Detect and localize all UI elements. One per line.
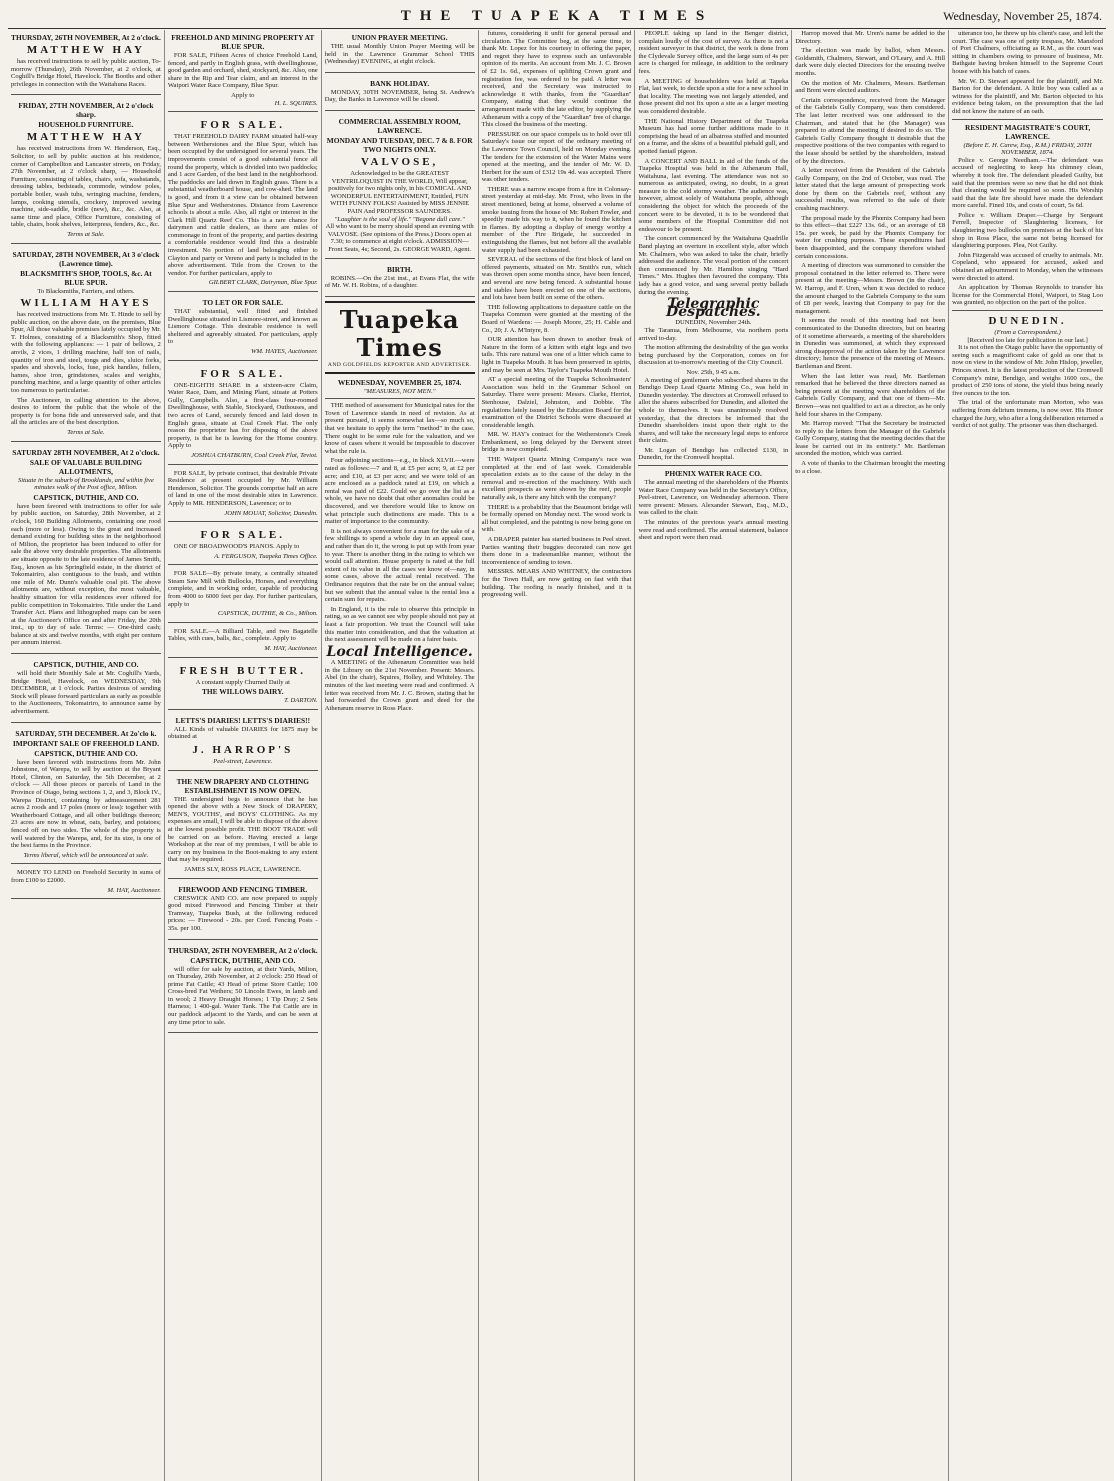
advert-heading: FOR SALE.: [200, 119, 286, 132]
advert-share: [168, 364, 318, 465]
advert-furniture: [11, 98, 161, 243]
advert-body: A constant supply Churned Daily at: [195, 678, 290, 686]
advert-address: Peel-street, Lawrence.: [213, 758, 273, 765]
advert-dairy-farm: [168, 115, 318, 292]
advert-piano: [168, 525, 318, 565]
leader-paragraph: It is not always convenient for a man for the sake of a few shillings to spend a whole day in an appeal case, and rather than do it, the wrong is put up with from year to year. There is another thing in the rating to which we would call attention. House property is rated at the full extent of its value in all the cases we know of—nay, in some cases, above the actual rental received. The Ordinance requires that the rate be on the annual value; but we submit that the annual value is the rental less a certain sum for repairs.: [324, 527, 475, 604]
news-paragraph: THERE is a probability that the Beaumont bridge will be formally opened on Monday next. The wood work is all but completed, and the painting is now being gone on with.: [481, 503, 632, 534]
advert-body: ONE OF BROADWOOD'S PIANOS. Apply to: [173, 543, 300, 551]
advert-heading: BANK HOLIDAY.: [370, 78, 430, 88]
advert-money: [11, 867, 161, 899]
advert-body: will hold their Monthly Sale at Mr. Coghill's Yards, Bridge Hotel, Havelock, on WEDNESDAY, 9th DECEMBER, at 1 o'clock. Parties desirous of sending Stock will please forward particulars as early as possible to the Auctioneers, Tokomairiro, to announce same by advertisement.: [11, 670, 161, 716]
advert-heading: TO LET OR FOR SALE.: [202, 298, 283, 308]
news-paragraph: The election was made by ballot, when Messrs. Goldsmith, Chalmers, Stewart, and O'Leary, and A. Hill dark were duly elected Directors for the ensuing twelve months.: [795, 47, 946, 77]
column-6: [792, 30, 949, 1481]
advert-heading: UNION PRAYER MEETING.: [351, 33, 448, 42]
advert-allotments: [11, 445, 161, 654]
paper-name: Tuapeka Times: [339, 304, 460, 362]
advert-heading: LETTS'S DIARIES! LETTS'S DIARIES!!: [175, 715, 311, 725]
news-paragraph: THE following applications to depasture cattle on the Tuapeka Common were granted at the meeting of the Board of Wardens: — Joseph Moore, 25; H. Cable and Co., 20; J. A. M'Intyre, 8.: [481, 303, 632, 334]
notice-body: ROBINS.—On the 21st inst., at Evans Flat, the wife of Mr. W. H. Robins, of a daughter.: [324, 274, 475, 290]
advert-body: has received instructions from Mr. T. Hinde to sell by public auction, on the above date, on the premises, Blue Spur, All those valuable premises lately occupied by Mr. T. Holmes, consisting of a Blacksmith's Shop, fitted with the following appliances: — 1 pair of bellows, 2 anvils, 2 vices, 1 drilling machine, half ton of nails, quantity of iron and steel, tongs and dies, sluice forks, spades and shovels, locks, fuse, pick handles, fullers, hames, shoe iron, grindstones, scales and weights, punching machine, and a large quantity of other articles too numerous to particularise.: [11, 311, 161, 395]
editorial-date: WEDNESDAY, NOVEMBER 25, 1874.: [337, 377, 462, 387]
news-paragraph: The annual meeting of the shareholders of the Phœnix Water Race Company was held in the Secretary's Office, Peel-street, Lawrence, on Wednesday afternoon. There were present: Messrs. Alexander Stewart, Esq., M.D., was called to the chair.: [638, 479, 789, 517]
performer-name: VALVOSE,: [361, 155, 439, 168]
news-paragraph: MR. W. HAY's contract for the Wetherstone's Creek Embankment, so long delayed by the Derwent street bridge is now completed.: [481, 431, 632, 454]
news-paragraph: A DRAPER painter has started business in Peel street. Parties wanting their buggies decorated can now get them done in a tradesmanlike manner, without the inconvenience of sending to town.: [481, 536, 632, 566]
advert-to-let: [168, 295, 318, 361]
newspaper-title: THE TUAPEKA TIMES: [400, 8, 714, 24]
advert-body: FOR SALE.—A Billiard Table, and two Bagatelle Tables, with cues, balls, &c., complete. Apply to: [167, 627, 318, 643]
news-paragraph: The minutes of the previous year's annual meeting were read and confirmed. The annual statement, balance sheet and report were then read.: [638, 519, 789, 542]
advert-diaries: [168, 713, 318, 771]
advert-billiard: [168, 626, 318, 658]
article-heading: RESIDENT MAGISTRATE'S COURT, LAWRENCE.: [964, 122, 1091, 141]
news-paragraph: utterance too, he threw up his client's case, and left the court. The case was one of petty trespass, Mr. Mansford of Port Chalmers, officiating as R.M., as the court was sitting in chambers owing to pressure of business, Mr. Bathgate having broken himself to the Supreme Court house with his batch of cases.: [952, 30, 1104, 75]
advert-prayer-meeting: [325, 30, 475, 73]
advert-signature: THE WILLOWS DAIRY.: [201, 687, 284, 697]
advert-terms: Terms at Sale.: [67, 230, 105, 238]
advert-date: THURSDAY, 26TH NOVEMBER, At 2 o'clock.: [11, 33, 161, 42]
news-paragraph: futures, considering it unfit for general perusal and circulation. The Committee beg, at the same time, to thank Mr. Lopez for his courtesy in offering the paper, and regret they have to express such an unfavorable opinion of its merits. An account from Mr. J. C. Brown of £2 1s. 6d., expenses of uplifting Crown grant and registration fee, was ordered to be paid. A letter was received, and the Secretary was instructed to acknowledge it with thanks, from the "Guardian" Company, stating that they would continue the arrangement made with the late editor, by supplying the Athenæum with a copy of the "Guardian" free of charge. This closed the business of the meeting.: [481, 30, 632, 129]
column-7: [949, 30, 1106, 1481]
advert-drapery: [168, 774, 318, 879]
advert-body: will offer for sale by auction, at their Yards, Milton, on Thursday, 26th November, at 2 o'clock: 250 Head of prime Fat Cattle; 43 Head of prime Store Cattle; 100 Cross-bred Fat Wethers; 50 Lincoln Ewes, in lamb and in wool; 2 Heavy Draught Horses; 1 Tip Dray; 2 Sets Harness; 1 400-gal. Water Tank. The Fat Cattle are in our paddock adjacent to the Yards, and can be seen at any time prior to sale.: [167, 965, 318, 1026]
column-2: [165, 30, 322, 1481]
news-paragraph: MESSRS. MEARS AND WHITNEY, the contractors for the Town Hall, are now getting on fast with that building. The roofing is nearly finished, and it is progressing well.: [481, 568, 632, 599]
news-paragraph: OUR attention has been drawn to another freak of Nature in the form of a kitten with eight legs and two tails. This rare natural was one of a litter which came to light in Tuapeka Mouth. It has been preserved in spirits, and may be seen at Mrs. Taylor's Tuapeka Mouth Hotel.: [481, 336, 632, 374]
advert-heading: BLACKSMITH'S SHOP, TOOLS, &c. At BLUE SPUR.: [20, 268, 152, 287]
news-paragraph: Certain correspondence, received from the Manager of the Gabriels Gully Company, was then considered. The last letter received was one addressed to the Chairman, and stated that he (the Manager) was prepared to attend the meeting if desired to do so. The Gabriels Gully Company thought it desirable that the respective positions of the two companies with regard to the lease should be settled by the shareholders, instead of by the directors.: [795, 96, 946, 165]
news-paragraph: THE National History Department of the Tuapeka Museum has had some further additions made to it comprising the head of an albatross stuffed and mounted on a frame, and the skins of a beautiful piebald gull, and spotted fantail pigeon.: [638, 117, 789, 155]
article-subheading: (From a Correspondent.): [994, 329, 1061, 336]
news-paragraph: It is not often the Otago public have the opportunity of seeing such a magnificent cake of gold as one that is now on view in the window of Mr. John Hislop, jeweller, Princes street. It is the latest production of the Cromwell Company's mine, Bendigo, and weighs 1600 ozs., the product of 250 tons of stone, the yield thus being nearly five ounces to the ton.: [952, 344, 1104, 397]
section-heading: Local Intelligence.: [326, 643, 473, 660]
advert-blacksmith: [11, 247, 161, 442]
court-case: Police v. William Draper.—Charge by Sergeant Ferrell, Inspector of Slaughtering licenses, for slaughtering two bullocks on premises at the back of his shop in Ross Place, the same not being licensed for slaughtering purposes. Plea, Not Guilty.: [952, 211, 1104, 250]
news-paragraph: Harrop moved that Mr. Uren's name be added to the Directory.: [795, 30, 946, 45]
advert-body: MONEY TO LEND on Freehold Security in sums of from £100 to £2000.: [11, 869, 161, 884]
advert-signature: H. L. SQUIRES.: [274, 99, 318, 107]
advert-date: SATURDAY, 5TH DECEMBER. At 2o'clo k.: [15, 728, 157, 738]
news-paragraph: PEOPLE taking up land in the Benger district, complain loudly of the cost of survey. As there is not a resident surveyor in that district, the work is done from the Clydevale Survey office, and the large sum of 4s per acre is charged for mileage, in addition to the ordinary fees.: [638, 30, 789, 75]
article-heading: DUNEDIN.: [988, 315, 1067, 327]
advert-body: THAT FREEHOLD DAIRY FARM situated half-way between Wetherstones and the Blue Spur, which has been occupied by the undersigned for several years. The improvements consist of a good substantial fence all round the property, which is divided into two paddocks; and 1 acre Garden, of the best land in the neighborhood. The paddocks are laid down in English grass. There is a substantial weatherboard house, and cow-shed. The land is good, and from it a view can be obtained between Blue Spur and Wetherstones. Distance from Lawrence schools is about a mile. Also, all right or interest in the Clark Hill Quartz Reef Co. This is a rare chance for dairymen and cattle dealers, as there are miles of commonage in front of the property, and parties desiring a comfortable residence would find this a desirable investment. No portion of land belonging either to Clayton and party or Vereno and party is included in the above advertisement. Title from the Crown to the vendor. For further particulars, apply to: [167, 133, 318, 277]
advert-monthly-sale: [11, 657, 161, 723]
advert-body: FOR SALE, Fifteen Acres of choice Freehold Land, fenced, and partly in English grass, with dwellinghouse, good garden and orchard, shed, stockyard, &c. Also, one share in the Rip and Tear claim, and an interest in the Waipori Water Race Company, Blue Spur.: [167, 52, 318, 90]
editor-note: [Received too late for publication in our last.]: [967, 336, 1088, 344]
column-1: [8, 30, 165, 1481]
auctioneer-name: WILLIAM HAYES: [20, 297, 152, 310]
dateline: DUNEDIN, November 24th.: [675, 319, 752, 327]
divider: [952, 310, 1103, 311]
advert-body: FOR SALE—By private treaty, a centrally situated Steam Saw Mill with Bullocks, Horses, and everything complete, and in working order, capable of producing from 4000 to 6000 feet per day. For further particulars, apply to: [167, 570, 318, 608]
section-heading: Telegraphic Despatches.: [666, 296, 761, 320]
advert-terms: Terms at Sale.: [67, 429, 105, 436]
news-paragraph: On the motion of Mr. Chalmers, Messrs. Bartleman and Brent were elected auditors.: [795, 79, 946, 95]
editorial-masthead: [325, 301, 475, 374]
auctioneer-name: MATTHEW HAY: [26, 131, 145, 144]
telegram-paragraph: The motion affirming the desirability of the gas works being purchased by the Corporation, comes on for discussion at to-morrow's meeting of the City Council.: [638, 344, 789, 367]
news-paragraph: The proposal made by the Phœnix Company had been to this effect—that £227 13s. 6d., or an average of £8 15s. per week, be paid by the Phœnix Company for water for crushing purposes. These expenditures had been disappointed, and the company therefore wished certain concessions.: [795, 214, 946, 260]
advert-heading: THE NEW DRAPERY AND CLOTHING ESTABLISHMENT IS NOW OPEN.: [176, 776, 309, 795]
telegram-paragraph: A meeting of gentlemen who subscribed shares in the Bendigo Deep Lead Quartz Mining Co., was held in Dunedin yesterday. The directors at Cromwell refused to allot the shares subscribed for Dunedin, and allotted the whole to themselves. It was unanimously resolved yesterday, that the directors be informed that the Dunedin shareholders insist upon their right to the shares, and will take the necessary legal steps to enforce their claim.: [638, 376, 789, 445]
advert-body: MONDAY, 30TH NOVEMBER, being St. Andrew's Day, the Banks in Lawrence will be closed.: [324, 88, 475, 104]
column-4: [479, 30, 636, 1481]
advert-date: MONDAY AND TUESDAY, DEC. 7 & 8. FOR TWO NIGHTS ONLY.: [326, 135, 473, 154]
advert-signature: JAMES SLY, ROSS PLACE, LAWRENCE.: [184, 865, 302, 873]
issue-date: Wednesday, November 25, 1874.: [943, 9, 1102, 23]
dateline: Nov. 25th, 9 45 a.m.: [686, 368, 741, 376]
advert-signature: M. HAY, Auctioneer.: [264, 645, 318, 653]
news-paragraph: A MEETING of the Athenæum Committee was held in the Library on the 21st November. Present: Messrs. Abel (in the chair), Squires, Holley, and Whiteley. The minutes of the last meeting were read and confirmed. A letter was received from Mr. J. C. Brown, stating that he had forwarded the Crown grant and deed for the Athenæum reserve in Ross Place.: [324, 659, 475, 712]
article-heading: PHŒNIX WATER RACE CO.: [664, 469, 762, 479]
leader-paragraph: In England, it is the rule to observe this principle in rating, so as we cannot see why people should not pay at least a fair proportion. We trust the Council will take this matter into consideration, and that the valuation at the next assessment will be made on a fairer basis.: [324, 605, 475, 644]
advert-date: SATURDAY, 28TH NOVEMBER, At 3 o'clock (Lawrence time).: [12, 249, 160, 268]
advert-heading: SALE OF VALUABLE BUILDING ALLOTMENTS,: [29, 457, 143, 476]
news-paragraph: SEVERAL of the sections of the first block of land on offered payments, situated on Mr. Smith's run, which was thrown open some months since, have been fenced, and several are now being fenced. A substantial house and stables have been erected on one of the sections, and lots have been built on some of the others.: [481, 256, 632, 302]
advert-freehold: [11, 726, 161, 865]
court-case: An application by Thomas Reynolds to transfer his license for the Commercial Hotel, Waipori, to Stag Loo was granted, no objection on the part of the police.: [952, 284, 1104, 307]
running-head: [8, 6, 1106, 29]
news-paragraph: A CONCERT AND BALL in aid of the funds of the Tuapeka Hospital was held in the Athenæum Hall, Waitahuna, last evening. The attendance was not so numerous as anticipated, owing, no doubt, in a great measure to the cold stormy weather. The audience was, however, almost solely of Waitahuna people, although considering the object for which the proceeds of the concert were to be devoted, it is to be wondered that some members of the Hospital Committee did not endeavour to be present.: [638, 157, 789, 233]
advert-ventriloquist: [325, 114, 475, 259]
advert-heading: FREEHOLD AND MINING PROPERTY AT BLUE SPUR.: [171, 33, 315, 51]
notice-heading: BIRTH.: [386, 264, 413, 274]
advert-bank-holiday: [325, 76, 475, 111]
advert-body: CRESWICK AND CO. are now prepared to supply good mixed Firewood and Fencing Timber at their Tramway, Tuapeka Bush, at the following reduced prices: — Firewood - 20s. per Cord. Fencing Posts - 35s. per 100.: [167, 894, 318, 932]
divider: [325, 398, 475, 399]
advert-heading: FIREWOOD AND FENCING TIMBER.: [178, 884, 308, 894]
news-paragraph: A MEETING of householders was held at Tapeka Flat, last week, to decide upon a site for a new school in that locality. The meeting was not largely attended, and those present did not fix upon a site as a larger meeting was considered desirable.: [638, 77, 789, 115]
advert-body: has received instructions to sell by public auction, To-morrow (Thursday), 26th November, at 2 o'clock, at Coghill's Bridge Hotel, Havelock. The Booths and other privileges in connection with the Waitahuna Races.: [11, 58, 161, 88]
advert-subheading: To Blacksmiths, Farriers, and others.: [37, 287, 135, 295]
advert-butter: [168, 661, 318, 710]
advert-signature: T. DARTON.: [284, 697, 318, 705]
advert-date: SATURDAY 28TH NOVEMBER, At 2 o'clock.: [12, 447, 160, 457]
advert-blue-spur: [168, 30, 318, 112]
news-paragraph: Mr. Harrop moved: "That the Secretary be instructed to reply to the letters from the Manager of the Gabriels Gully Company, stating that the meeting decides that the lease be carried out in its entirety." Mr. Bartleman seconded the motion, which was carried.: [795, 420, 946, 458]
column-5: [635, 30, 792, 1481]
news-paragraph: A meeting of directors was summoned to consider the proposal contained in the letter referred to. There were present at the meeting—Messrs. Brown (in the chair), W. Harrop, and F. Uren, when it was decided to reduce the amount charged to the Gabriels Company to the sum of £8 per week, leaving that Company to pay for the management.: [795, 262, 946, 315]
advert-body: ALL Kinds of valuable DIARIES for 1875 may be obtained at: [167, 725, 318, 741]
advert-body: have been favored with instructions from Mr. John Johnstone, of Warepa, to sell by auction at the Bryant Hotel, Clinton, on Saturday, the 5th December, at 2 o'clock — All those pieces or parcels of Land in the Province of Otago, being sections 1, 2, and 3, Block IV., Warepa District, containing by admeasurement 281 acres 2 roods and 17 poles (more or less): together with Weatherboard Cottage, and all other buildings thereon; 23 acres are now in wheat, oats, barley, and potatoes; fenced off on two sides. The whole of the property is well watered by the Warepa, and, for its size, is one of the best farms in the Province.: [11, 758, 161, 850]
news-paragraph: A vote of thanks to the Chairman brought the meeting to a close.: [795, 460, 946, 475]
advert-heading: HOUSEHOLD FURNITURE.: [38, 120, 134, 130]
divider: [952, 119, 1103, 120]
auctioneer-name: CAPSTICK, DUTHIE AND CO.: [34, 748, 138, 758]
advert-body: ONE-EIGHTH SHARE in a sixteen-acre Claim, Water Race, Dam, and Mining Plant, situate at Potters Gully, Campbells. Also, a first-class four-roomed Dwellinghouse, with Stable, Stockyard, Outhouses, and two acres of Land, securely fenced and laid down in English grass, situate at Coal Creek Flat. The only reason the proprietor has for disposing of the above property, is that he is leaving for the Home country. Apply to: [167, 381, 318, 450]
news-paragraph: A letter received from the President of the Gabriels Gully Company, on the 2nd of October, was read. The letter stated that the large amount of prospecting work done by them on the Gabriels reef, without any successful results, was referred to the sale of their crushing machinery.: [795, 167, 946, 213]
advert-cattle-sale: [168, 943, 318, 1034]
advert-signature: JOSHUA CHATBURN, Coal Creek Flat, Teviot.: [191, 451, 318, 459]
advert-body: THAT substantial, well fitted and finished Dwellinghouse situated in Lismore-street, and known as Lismore Cottage. This desirable residence is well sheltered and agreeably situated. For particulars, apply to: [167, 308, 318, 346]
advert-signature: WM. HAYES, Auctioneer.: [250, 348, 318, 355]
advert-body: FOR SALE, by private contract, that desirable Private Residence at present occupied by Mr. William Henderson, Solicitor. The grounds comprise half an acre of land in one of the most desirable sites in Lawrence. Apply to MR. HENDERSON, Lawrence; or to: [167, 469, 318, 507]
auctioneer-name: MATTHEW HAY: [26, 44, 145, 56]
auctioneer-name: CAPSTICK, DUTHIE, AND CO.: [190, 955, 296, 965]
telegram-paragraph: Mr. Logan of Bendigo has collected £130, in Dunedin, for the Cromwell hospital.: [638, 446, 789, 462]
divider: [638, 465, 788, 466]
advert-heading: IMPORTANT SALE OF FREEHOLD LAND.: [12, 738, 159, 748]
court-case: Police v. George Needham.—The defendant was accused of neglecting to keep his chimney clean, whereby it took fire. The defendant pleaded Guilty, but said that the premises were so new that he did not think that cleaning would be required so soon. His Worship said that the late fire should have made the defendant more careful. Fined 10s, and costs of court, 5s 6d.: [952, 156, 1104, 210]
advert-saw-mill: [168, 568, 318, 623]
advert-signature: M. HAY, Auctioneer.: [107, 886, 161, 894]
advert-signature: A. FERGUSON, Tuapeka Times Office.: [214, 552, 318, 560]
advert-signature: JOHN MOUAT, Solicitor, Dunedin.: [224, 509, 318, 517]
advert-signature: J. HARROP'S: [192, 744, 294, 756]
advert-body: Acknowledged to be the GREATEST VENTRILOQUIST IN THE WORLD, Will appear, positively for two nights only, in his COMICAL AND WONDERFUL ENTERTAINMENT, Entitled, FUN WITH FUNNY FOLKS! Assisted by MISS JENNIE PAIN And PROFESSOR SAUNDERS.: [328, 169, 472, 215]
advert-signature: GILBERT CLARK, Dairyman, Blue Spur.: [208, 279, 318, 287]
advert-body: have been favored with instructions to offer for sale by public auction, on Saturday, 28th November, at 2 o'clock, 160 Building Allotments, containing one rood each (more or less). Owing to the great and increased demand existing for building sites in the neighborhood of Milton, the proprietor has been induced to offer for sale the above very desirable properties. The allotments are situate opposite to the late residence of James Smith, Esq., known as his Springfield estate, in the district of Tokomairiro, also contiguous to the bush, and within one mile of Mr. Dunn's valuable coal pit. The above allotments are, without exception, the most valuable, healthy situation for villa residences ever offered for public competition in Tokomairiro. Title under the Land Transfer Act. Plans and lithographed maps can be seen at the Auctioneer's Office on and after Friday, the 20th inst., up to day of sale. Terms: — One-third cash; balance at six and twelve months, with eight per centum per annum interest.: [11, 502, 161, 647]
advert-date: FRIDAY, 27TH NOVEMBER, At 2 o'clock sharp.: [18, 101, 154, 120]
advert-firewood: [168, 882, 318, 940]
advert-apply: Apply to: [231, 91, 255, 99]
advert-details: All who want to be merry should spend an evening with VALVOSE. (See opinions of the Press.) Doors open at 7.30; to commence at eight o'clock. ADMISSION—Front Seats, 4s; Second, 2s. GEORGE WARD, Agent.: [325, 223, 474, 253]
advert-heading: COMMERCIAL ASSEMBLY ROOM, LAWRENCE.: [338, 116, 461, 135]
paper-motto: "MEASURES, NOT MEN.": [363, 387, 436, 395]
news-paragraph: The concert commenced by the Waitahuna Quadrille Band playing an overture in excellent style, after which Mr. Chalmers, who was asked to take the chair, briefly addressed the audience. The vocal portion of the concert then commenced by Mr. Hamilton singing "Hard Times." Mrs. Hughes then favoured the company. This lady has a good voice, and sang several pretty ballads during the evening.: [638, 235, 789, 296]
column-3: [322, 30, 479, 1481]
advert-heading: FOR SALE.: [200, 529, 286, 542]
advert-subheading: Situate in the suburb of Brooklands, and within five minutes walk of the Post office, Milton.: [18, 476, 154, 492]
auctioneer-name: CAPSTICK, DUTHIE, AND CO.: [33, 492, 139, 502]
advert-body: THE undersigned begs to announce that he has opened the above with a New Stock of DRAPERY, MEN'S, YOUTHS', and BOYS' CLOTHING. As my expenses are small, I will be able to dispose of the above at the lowest possible profit. THE BOOT TRADE will be carried on as before. Having erected a large Workshop at the rear of my premises, I will be able to carry on my business in the Boot-making to any extent that may be required.: [167, 795, 318, 864]
leader-paragraph: THE method of assessment for Municipal rates for the Town of Lawrence stands in need of revision. As at present pursued, it seems somewhat lax—so much so, that we hesitate to apply the term "method" in the case. There ought to be some rule for the valuation, and we know of cases where it would be impossible to discover what the rule is.: [324, 402, 475, 455]
court-case: John Fitzgerald was accused of cruelty to animals. Mr. Copeland, who appeared for accused, asked and obtained an adjournment to Monday, when the witnesses were directed to attend.: [952, 251, 1104, 282]
news-paragraph: When the last letter was read, Mr. Bartleman remarked that he believed the three directors named as being present at the meeting were shareholders of the Gabriels Gully Company, and that one of them—Mr. Brown—was not qualified to act as a director, as he only held four shares in the Company.: [795, 372, 946, 418]
news-paragraph: THE Waipori Quartz Mining Company's race was completed at the end of last week. Considerable speculation exists as to the cause of the delay in the removal and re-erection of the machinery. With such excellent prospects as were shown by the reef, people naturally ask, is there any hitch with the company?: [481, 456, 632, 502]
auctioneer-name: CAPSTICK, DUTHIE, AND CO.: [33, 660, 139, 670]
advert-races: [11, 30, 161, 95]
advert-body: THE usual Monthly Union Prayer Meeting will be held in the Lawrence Grammar School THIS (Wednesday) EVENING, at eight o'clock.: [324, 43, 475, 66]
advert-signature: CAPSTICK, DUTHIE, & Co., Milton.: [217, 610, 318, 618]
advert-heading: FRESH BUTTER.: [179, 664, 306, 677]
advert-heading: FOR SALE.: [200, 367, 286, 380]
paper-subtitle: AND GOLDFIELDS REPORTER AND ADVERTISER.: [327, 361, 472, 368]
news-paragraph: It seems the result of this meeting had not been communicated to the Dunedin directors, but on hearing of it sometime afterwards, a meeting of the shareholders in Dunedin was summoned, at which they expressed strong disapproval of the action taken by the Lawrence directory; hence the presence of the meeting of Messrs. Bartleman and Brent.: [795, 317, 946, 370]
advert-body: has received instructions from W. Henderson, Esq., Solicitor, to sell by public auction at his residence, corner of Campbellton and Lancaster streets, on Friday, 27th November, at 2 o'clock sharp, — Household Furniture, consisting of tables, chairs, sofa, washstands, dressing tables, bedsteads, commode, window poles, portable boiler, wash tubs, wringing machine, fenders, lamps, cooking utensils, crockery, improved sewing machine, side-saddle, bridle (new), &c., &c. Also, at same time and place, Office Furniture, consisting of table, chairs, book shelves, letterpress, fenders, &c., &c.: [11, 145, 161, 229]
leader-paragraph: Four adjoining sections—e.g., in block XLVII.—were rated as follows:—7 and 8, at £5 per acre; 9, at £2 per acre; and £10, at £3 per acre; and we were told of an acre enclosed as a paddock rated at £19, on which a rental was paid of £22. Could we go over the list as a whole, we have no doubt that other anomalies could be discovered, and we therefore would like to know on what principle such distinctions are made. This is a matter of importance to the community.: [324, 457, 475, 526]
telegram-paragraph: The Taranua, from Melbourne, via northern ports arrived to-day.: [638, 326, 789, 342]
advert-date: THURSDAY, 26TH NOVEMBER, At 2 o'clock.: [167, 945, 318, 955]
news-paragraph: AT a special meeting of the Tuapeka Schoolmasters' Association was held in the Grammar School on Saturday. There were present: Messrs. Clarke, Herriot, Stenhouse, Dalziel, Johnston, and Dobbie. The regulations lately issued by the Education Board for the examination of the District Schools were discussed at considerable length.: [481, 376, 632, 429]
columns: [8, 30, 1106, 1481]
news-paragraph: Mr. W. D. Stewart appeared for the plaintiff, and Mr. Barton for the defendant. A little boy was called as a witness for the plaintiff, and Mr. Barton objected to his evidence being taken, on the presumption that the lad did not know the nature of an oath.: [952, 77, 1104, 115]
article-subheading: (Before E. H. Carew, Esq., R.M.) FRIDAY, 20TH NOVEMBER, 1874.: [963, 141, 1092, 157]
advert-quote: "Laughter is the soul of life." "Begone dull care.": [334, 215, 465, 223]
news-paragraph: PRESSURE on our space compels us to hold over till Saturday's issue our report of the ordinary meeting of the Lawrence Town Council, held on Monday evening. The tenders for the extension of the Water Mains were opened at the meeting, and the tender of Mr. W. D. Herbert for the sum of £312 19s 4d. was accepted. There was other tenders.: [481, 130, 632, 184]
news-paragraph: THERE was a narrow escape from a fire in Colonsay-street yesterday at mid-day. Mr. Frost, who lives in the street mentioned, being at home, observed a volume of smoke issuing from the house of Mr. Robert Fowler, and speedily made his way to it, when he found the kitchen in flames. By adopting a display of energy worthy a member of the Fire Brigade, he succeeded in extinguishing the flames, but not before all the available water supply had been exhausted.: [481, 185, 632, 254]
news-paragraph: The trial of the unfortunate man Morton, who was suffering from delirium tremens, is now over. His Honor charged the Jury, who after a long deliberation returned a verdict of not guilty. The prisoner was then discharged.: [952, 399, 1104, 430]
advert-note: The Auctioneer, in calling attention to the above, desires to inform the public that the whole of the property is for bona fide and unreserved sale, and that all the articles are of the best description.: [11, 396, 161, 427]
birth-notice: [325, 262, 475, 297]
advert-terms: Terms liberal, which will be announced at sale.: [23, 851, 149, 859]
advert-residence: [168, 468, 318, 523]
